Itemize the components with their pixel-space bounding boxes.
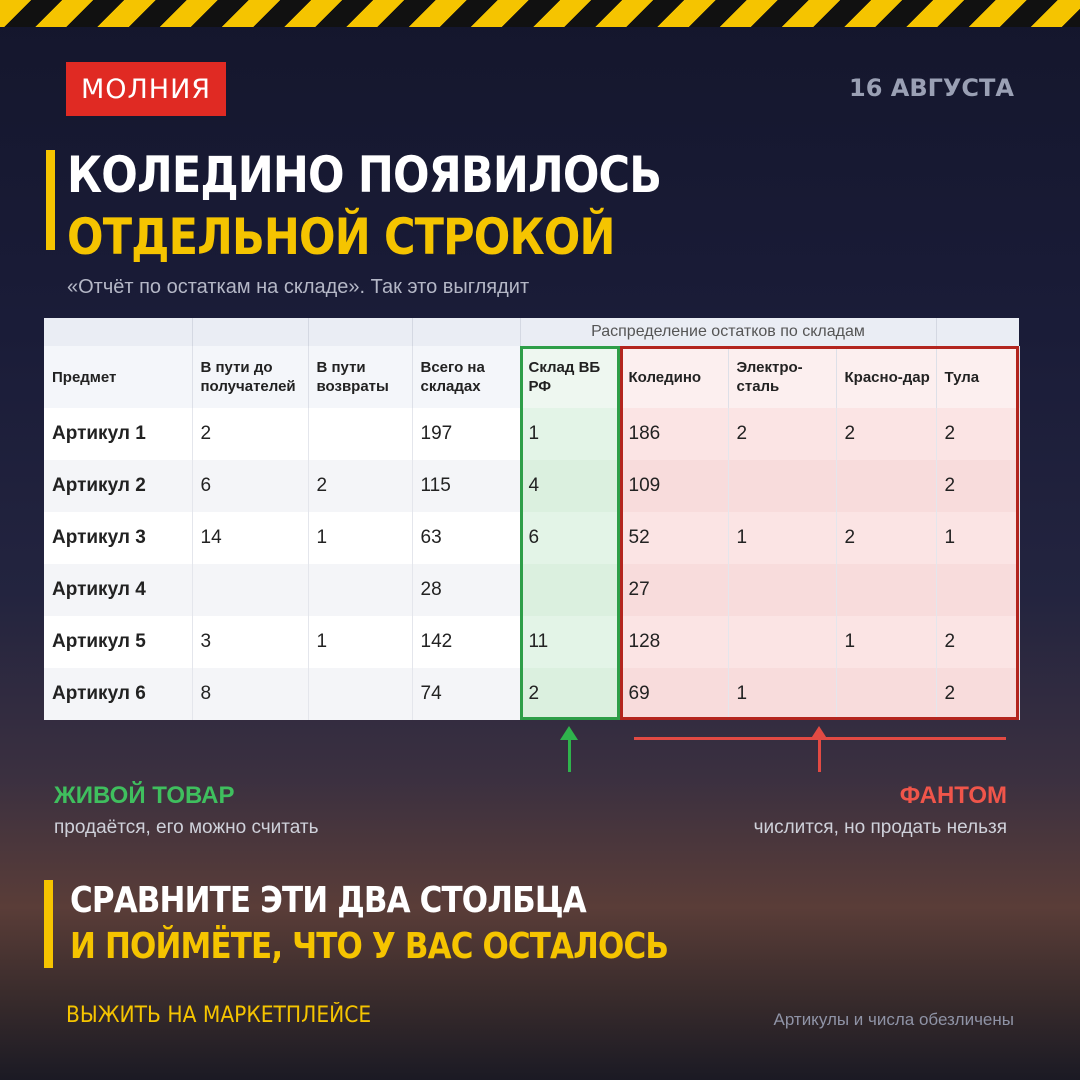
table-cell	[308, 668, 412, 720]
column-header: Всего на складах	[412, 346, 520, 408]
column-header: В пути до получателей	[192, 346, 308, 408]
column-header: Предмет	[44, 346, 192, 408]
table-cell: 1	[520, 408, 620, 460]
table-cell: 2	[520, 668, 620, 720]
table-cell: 2	[728, 408, 836, 460]
table-cell: Артикул 3	[44, 512, 192, 564]
table-cell: 69	[620, 668, 728, 720]
live-stock-label: ЖИВОЙ ТОВАР	[54, 782, 235, 809]
table-cell: 63	[412, 512, 520, 564]
table-cell: 1	[936, 512, 1019, 564]
table-cell: 52	[620, 512, 728, 564]
table-cell: 1	[728, 512, 836, 564]
group-header-empty	[412, 318, 520, 346]
table-cell: 74	[412, 668, 520, 720]
cta-line-2: И ПОЙМЁТЕ, ЧТО У ВАС ОСТАЛОСЬ	[70, 926, 669, 967]
table-cell: 6	[192, 460, 308, 512]
headline-line-2: ОТДЕЛЬНОЙ СТРОКОЙ	[67, 208, 615, 266]
table-cell: 2	[836, 512, 936, 564]
table-cell: Артикул 6	[44, 668, 192, 720]
table-cell: 3	[192, 616, 308, 668]
live-stock-description: продаётся, его можно считать	[54, 817, 319, 838]
table-cell: 142	[412, 616, 520, 668]
table-cell: 128	[620, 616, 728, 668]
cta-accent-bar	[44, 880, 53, 968]
column-header: В пути возвраты	[308, 346, 412, 408]
breaking-badge: МОЛНИЯ	[66, 62, 226, 116]
table-cell: 2	[936, 668, 1019, 720]
column-header-tula: Тула	[936, 346, 1019, 408]
column-header-elektrostal: Электро-сталь	[728, 346, 836, 408]
phantom-stock-highlight-box	[620, 346, 1019, 720]
table-cell: 27	[620, 564, 728, 616]
column-header-krasnodar: Красно-дар	[836, 346, 936, 408]
table-cell: 4	[520, 460, 620, 512]
arrow-stem	[568, 738, 571, 772]
table-cell: 2	[836, 408, 936, 460]
table-cell	[192, 564, 308, 616]
group-header-empty	[936, 318, 1019, 346]
table-cell: Артикул 4	[44, 564, 192, 616]
disclaimer-footer: Артикулы и числа обезличены	[773, 1010, 1014, 1029]
table-cell: 186	[620, 408, 728, 460]
table-cell	[308, 408, 412, 460]
table-cell: 1	[308, 616, 412, 668]
table-cell: 2	[936, 460, 1019, 512]
table-cell: 2	[308, 460, 412, 512]
warehouse-group-header: Распределение остатков по складам	[520, 318, 936, 346]
table-cell: 1	[308, 512, 412, 564]
group-header-empty	[44, 318, 192, 346]
live-stock-highlight-box	[520, 346, 620, 720]
table-cell: Артикул 1	[44, 408, 192, 460]
table-cell: Артикул 5	[44, 616, 192, 668]
subtitle: «Отчёт по остаткам на складе». Так это выглядит	[67, 276, 530, 298]
table-cell: 14	[192, 512, 308, 564]
table-cell: 6	[520, 512, 620, 564]
table-cell: 8	[192, 668, 308, 720]
arrow-stem	[818, 738, 821, 772]
table-cell: 115	[412, 460, 520, 512]
table-cell: 1	[836, 616, 936, 668]
group-header-empty	[192, 318, 308, 346]
table-cell: 2	[192, 408, 308, 460]
date-label: 16 АВГУСТА	[849, 74, 1014, 102]
phantom-label: ФАНТОМ	[899, 782, 1007, 809]
hazard-stripe	[0, 0, 1080, 27]
table-cell: 2	[936, 616, 1019, 668]
brand-footer: ВЫЖИТЬ НА МАРКЕТПЛЕЙСЕ	[66, 1003, 372, 1028]
cta-line-1: СРАВНИТЕ ЭТИ ДВА СТОЛБЦА	[70, 880, 586, 921]
table-cell	[308, 564, 412, 616]
group-header-empty	[308, 318, 412, 346]
table-cell: 2	[936, 408, 1019, 460]
column-header-wb-warehouse: Склад ВБ РФ	[520, 346, 620, 408]
title-accent-bar	[46, 150, 55, 250]
table-cell: Артикул 2	[44, 460, 192, 512]
headline-line-1: КОЛЕДИНО ПОЯВИЛОСЬ	[67, 146, 662, 204]
table-cell: 28	[412, 564, 520, 616]
phantom-description: числится, но продать нельзя	[753, 817, 1007, 838]
table-cell: 197	[412, 408, 520, 460]
table-cell: 1	[728, 668, 836, 720]
column-header-koledino: Коледино	[620, 346, 728, 408]
table-cell: 11	[520, 616, 620, 668]
table-cell: 109	[620, 460, 728, 512]
